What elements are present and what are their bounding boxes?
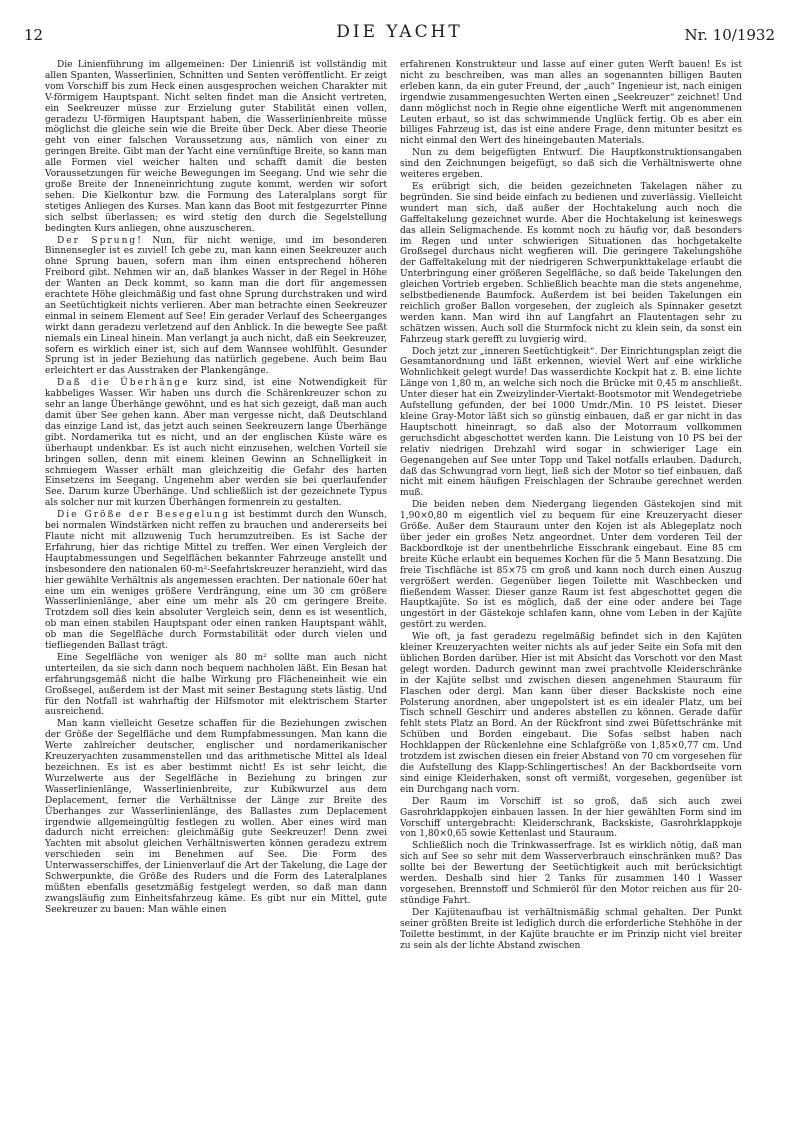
paragraph: Nun zu dem beigefügten Entwurf. Die Hauptkonstruktionsangaben sind den Zeichnungen beigefügt, so daß sich die Verhältniswerte ohne weiteres ergeben. — [400, 148, 742, 181]
issue-number: Nr. 10/1932 — [684, 26, 775, 44]
page-header — [24, 22, 775, 46]
paragraph: Doch jetzt zur „inneren Seetüchtigkeit“. Der Einrichtungsplan zeigt die Gesamtanordnung und läßt erkennen, wieviel Wert auf eine wirkliche Wohnlichkeit gelegt wurde! Das wasserdichte Kockpit hat z. B. eine lichte Länge von 1,80 m, an welche sich noch die Brücke mit 0,45 m anschließt. Unter dieser hat ein Zweizylinder-Viertakt-Bootsmotor mit Wendegetriebe Aufstellung gefunden, der bei 1000 Umdr./Min. 10 PS leistet. Dieser kleine Gray-Motor läßt sich so günstig einbauen, daß er gar nicht in das Hauptschott hineinragt, so daß also der Motorraum vollkommen geruchsdicht abgeschottet werden kann. Die Leistung von 10 PS bei der relativ niedrigen Drehzahl wird sogar in schwieriger Lage ein Gegenangehen auf See unter Topp und Takel notfalls erlauben. Dadurch, daß das Schwungrad vorn liegt, ließ sich der Motor so tief einbauen, daß nicht mit einem häufigen Freischlagen der Schraube gerechnet werden muß. — [400, 346, 742, 499]
paragraph: Der Kajütenaufbau ist verhältnismäßig schmal gehalten. Der Punkt seiner größten Breite ist lediglich durch die erforderliche Stehhöhe in der Toilette bestimmt, in der Kajüte brauchte er im Prinzip nicht viel breiter zu sein als der lichte Abstand zwischen — [400, 907, 742, 951]
left-text-column — [45, 60, 387, 1108]
emphasized-term: Der Sprung! — [57, 235, 143, 246]
paragraph: erfahrenen Konstrukteur und lasse auf einer guten Werft bauen! Es ist nicht zu beschreiben, was man alles an sogenannten billigen Bauten erleben kann, da ein guter Freund, der „auch“ Ingenieur ist, nach einigen irgendwie zusammengesuchten Werten einen „Seekreuzer“ zeichnet! Und dann möglichst noch in Regie ohne eigentliche Werft mit angenommenen Leuten erbaut, so ist das schwimmende Unglück fertig. Ob es aber ein billiges Fahrzeug ist, das ist eine andere Frage, denn mitunter besitzt es nicht einmal den Wert des hineingebauten Materials. — [400, 60, 742, 147]
paragraph: Schließlich noch die Trinkwasserfrage. Ist es wirklich nötig, daß man sich auf See so sehr mit dem Wasserverbrauch einschränken muß? Das sollte bei der Bewertung der Seetüchtigkeit auch mit berücksichtigt werden. Deshalb sind hier 2 Tanks für zusammen 140 l Wasser vorgesehen. Brennstoff und Schmieröl für den Motor reichen aus für 20-stündige Fahrt. — [400, 841, 742, 906]
paragraph: Eine Segelfläche von weniger als 80 m² sollte man auch nicht unterteilen, da sie sich dann noch bequem nachholen läßt. Ein Besan hat erfahrungsgemäß nicht die halbe Wirkung pro Flächeneinheit wie ein Großsegel, außerdem ist der Mast mit seiner Bestagung stets lästig. Und für den Notfall ist wahrhaftig der Hilfsmotor mit elektrischem Starter ausreichend. — [45, 652, 387, 718]
paragraph: Der Raum im Vorschiff ist so groß, daß sich auch zwei Gasrohrklappkojen einbauen lassen. In der hier gewählten Form sind im Vorschiff untergebracht: Kleiderschrank, Backskiste, Gasrohrklappkoje von 1,80×0,65 sowie Kettenlast und Stauraum. — [400, 796, 742, 840]
paragraph: Der Sprung! Nun, für nicht wenige, und im besonderen Binnensegler ist es zuviel! Ich gebe zu, man kann einen Seekreuzer auch ohne Sprung bauen, sofern man ihm einen entsprechend höheren Freibord gibt. Nehmen wir an, daß blankes Wasser in der Regel in Höhe der Wanten an Deck kommt, so kann man die dort für angemessen erachtete Höhe gleichmäßig und fast ohne Sprung durchstraken und wird an Seetüchtigkeit nichts verlieren. Aber man betrachte einen Seekreuzer einmal in seinem Element auf See! Ein gerader Verlauf des Scheerganges wirkt dann geradezu verletzend auf den Anblick. In die bewegte See paßt niemals ein Lineal hinein. Man verlangt ja auch nicht, daß ein Seekreuzer, sofern es wirklich einer ist, sich auf dem Wannsee wohlfühlt. Gesunder Sprung ist in jeder Beziehung das natürlich gegebene. Auch beim Bau erleichtert er das Ausstraken der Plankengänge. — [45, 235, 387, 377]
paragraph: Die Größe der Besegelung ist bestimmt durch den Wunsch, bei normalen Windstärken nicht reffen zu brauchen und andererseits bei Flaute nicht mit allzuwenig Tuch herumzutreiben. Es ist Sache der Erfahrung, hier das richtige Mittel zu treffen. Wer einen Vergleich der Hauptabmessungen und Segelflächen bekannter Fahrzeuge anstellt und insbesondere den nationalen 60-m²-Seefahrtskreuzer heranzieht, wird das hier gewählte Verhältnis als angemessen erachten. Der nationale 60er hat eine um ein weniges größere Verdrängung, eine um 30 cm größere Wasserlinienlänge, aber eine um mehr als 20 cm geringere Breite. Trotzdem soll dies kein absoluter Vergleich sein, denn es ist wesentlich, ob man einen stabilen Hauptspant oder einen ranken Hauptspant wählt, ob man die Segelfläche durch Formstabilität oder durch vielen und tiefliegenden Ballast trägt. — [45, 510, 387, 652]
paragraph: Die beiden neben dem Niedergang liegenden Gästekojen sind mit 1,90×0,80 m eigentlich viel zu bequem für eine Kreuzeryacht dieser Größe. Außer dem Stauraum unter den Kojen ist als Ablegeplatz noch über jeder ein großes Netz angeordnet. Unter dem vorderen Teil der Backbordkoje ist der unentbehrliche Eisschrank eingebaut. Eine 85 cm breite Küche erlaubt ein bequemes Kochen für die 5 Mann Besatzung. Die freie Tischfläche ist 85×75 cm groß und kann noch durch einen Auszug vergrößert werden. Gegenüber liegen Toilette mit Waschbecken und fließendem Wasser. Dieser ganze Raum ist fest abgeschottet gegen die Hauptkajüte. So ist es möglich, daß der eine oder andere bei Tage ungestört in der Gästekoje schlafen kann, ohne vom Leben in der Kajüte gestört zu werden. — [400, 500, 742, 631]
paragraph: Man kann vielleicht Gesetze schaffen für die Beziehungen zwischen der Größe der Segelfläche und dem Rumpfabmessungen. Man kann die Werte zahlreicher deutscher, englischer und nordamerikanischer Kreuzeryachten zusammenstellen und das arithmetische Mittel als Ideal bezeichnen. Es ist es aber bestimmt nicht! Es ist sehr leicht, die Wurzelwerte aus der Segelfläche in Beziehung zu bringen zur Wasserlinienlänge, Wasserlinienbreite, zur Kubikwurzel aus dem Deplacement, ferner die Verhältnisse der Länge zur Breite des Überhanges zur Wasserlinienlänge, des Ballastes zum Deplacement irgendwie allgemeingültig festlegen zu wollen. Aber eines wird man dadurch nicht erreichen: gleichmäßig gute Seekreuzer! Denn zwei Yachten mit absolut gleichen Verhältniswerten können geradezu extrem verschieden sein im Benehmen auf See. Die Form des Unterwasserschiffes, der Linienverlauf die Art der Takelung, die Lage der Schwerpunkte, die Größe des Ruders und die Form des Lateralplanes müßten ebenfalls gesetzmäßig festgelegt werden, so daß man dann zwangsläufig zum Einheitsfahrzeug käme. Es gibt nur ein Mittel, gute Seekreuzer zu bauen: Man wähle einen — [45, 719, 387, 915]
emphasized-term: Daß die Überhänge — [57, 378, 190, 389]
emphasized-term: Die Größe der Besegelung — [57, 510, 230, 521]
right-text-column — [400, 60, 742, 1108]
magazine-title: DIE YACHT — [336, 22, 463, 42]
paragraph: Daß die Überhänge kurz sind, ist eine Notwendigkeit für kabbeliges Wasser. Wir haben uns durch die Schärenkreuzer schon zu sehr an lange Überhänge gewöhnt, und es hat sich gezeigt, daß man auch damit über See gehen kann. Aber man vergesse nicht, daß Deutschland das einzige Land ist, das jetzt auch seinen Seekreuzern lange Überhänge gibt. Nordamerika tut es nicht, und an der englischen Küste wäre es überhaupt undenkbar. Es ist auch nicht einzusehen, welchen Vorteil sie bringen sollen, denn mit einem kleinen Gewinn an Schnelligkeit in schmiegem Wasser erhält man gleichzeitig die Gefahr des harten Einsetzens im Seegang. Ungenehm aber werden sie bei querlaufender See. Darum kurze Überhänge. Und schließlich ist der gezeichnete Typus als solcher nur mit kurzen Überhängen formenrein zu gestalten. — [45, 378, 387, 509]
paragraph: Es erübrigt sich, die beiden gezeichneten Takelagen näher zu begründen. Sie sind beide einfach zu bedienen und zuverlässig. Vielleicht wundert man sich, daß außer der Hochtakelung auch noch die Gaffeltakelung gezeichnet wurde. Aber die Hochtakelung ist keineswegs das allein Seligmachende. Es kommt noch zu häufig vor, daß besonders im Regen und unter schwierigen Situationen das hochgetakelte Großsegel durchaus nicht wegfieren will. Die geringere Takelungshöhe der Gaffeltakelung mit der niedrigeren Schwerpunkttakelage erlaubt die Unterbringung einer größeren Segelfläche, so daß beide Takelungen den gleichen Vortrieb ergeben. Schließlich beachte man die stets angenehme, selbstbedienende Baumfock. Außerdem ist bei beiden Takelungen ein reichlich großer Ballon vorgesehen, der zugleich als Spinnaker gesetzt werden kann. Man wird ihn auf Langfahrt an Flautentagen sehr zu schätzen wissen. Auch soll die Sturmfock nicht zu klein sein, da sonst ein Fahrzeug stark gerefft zu luvgierig wird. — [400, 181, 742, 345]
paragraph: Die Linienführung im allgemeinen: Der Linienriß ist vollständig mit allen Spanten, Wasserlinien, Schnitten und Senten veröffentlicht. Er zeigt vom Vorschiff bis zum Heck einen ausgesprochen weichen Charakter mit V-förmigem Hauptspant. Nicht selten findet man die Ansicht vertreten, ein Seekreuzer müsse zur Erzielung guter Stabilität einen vollen, geradezu U-förmigen Hauptspant haben, die Wasserlinienbreite müsse möglichst die gleiche sein wie die Breite über Deck. Aber diese Theorie geht von einer falschen Voraussetzung aus, nämlich von einer zu geringen Breite. Gibt man der Yacht eine vernünftige Breite, so kann man alle Formen viel weicher halten und schafft damit die besten Voraussetzungen für weiche Bewegungen im Seegang. Und wie sehr die große Breite der Inneneinrichtung zugute kommt, werden wir sofort sehen. Die Kielkontur bzw. die Formung des Lateralplans sorgt für stetiges Anliegen des Kurses. Man kann das Boot mit festgezurrter Pinne sich selbst überlassen; es wird stetig den durch die Segelstellung bedingten Kurs anliegen, ohne auszuscheren. — [45, 60, 387, 234]
page-number: 12 — [24, 26, 44, 44]
paragraph: Wie oft, ja fast geradezu regelmäßig befindet sich in den Kajüten kleiner Kreuzeryachten weiter nichts als auf jeder Seite ein Sofa mit den üblichen Borden darüber. Hier ist mit Absicht das Vorschott vor den Mast gelegt worden. Dadurch gewinnt man zwei prachtvolle Kleiderschränke in der Kajüte selbst und zwischen diesen angenehmen Stauraum für Flaschen oder dergl. Man kann über dieser Backskiste noch eine Polsterung anordnen, aber ungepolstert ist es ein idealer Platz, um bei Tisch schnell Geschirr und anderes abstellen zu können. Gerade dafür fehlt stets Platz an Bord. An der Rückfront sind zwei Büfettschränke mit Schüben und Borden eingebaut. Die Sofas selbst haben nach Hochklappen der Rückenlehne eine Schlafgröße von 1,85×0,77 cm. Und trotzdem ist zwischen diesen ein freier Abstand von 70 cm vorgesehen für die Aufstellung des Klapp-Schlingertisches! An der Backbordseite vorn sind einige Kleiderhaken, sonst oft vermißt, vorgesehen, gegenüber ist ein Durchgang nach vorn. — [400, 632, 742, 795]
